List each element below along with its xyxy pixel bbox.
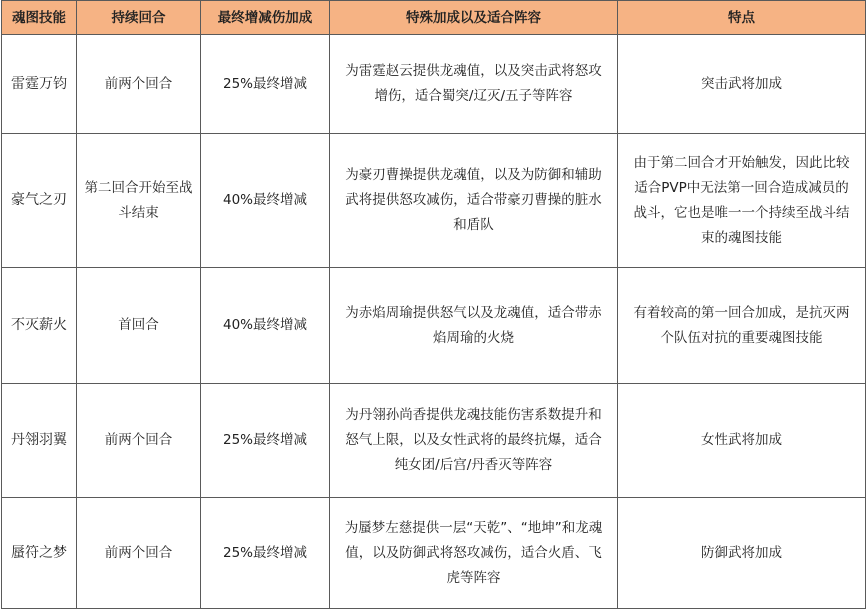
cell-bonus: 25%最终增减 xyxy=(201,498,330,609)
header-row xyxy=(2,1,866,35)
skill-comparison-table xyxy=(1,0,866,609)
cell-special: 为丹翎孙尚香提供龙魂技能伤害系数提升和怒气上限，以及女性武将的最终抗爆，适合纯女团/后宫/丹香灭等阵容 xyxy=(330,384,618,498)
cell-bonus: 40%最终增减 xyxy=(201,134,330,268)
cell-special: 为赤焰周瑜提供怒气以及龙魂值，适合带赤焰周瑜的火烧 xyxy=(330,268,618,384)
header-duration: 持续回合 xyxy=(77,1,201,35)
table-row xyxy=(2,498,866,609)
header-feature: 特点 xyxy=(618,1,866,35)
cell-bonus: 40%最终增减 xyxy=(201,268,330,384)
table-row xyxy=(2,134,866,268)
cell-feature: 防御武将加成 xyxy=(618,498,866,609)
cell-skill: 豪气之刃 xyxy=(2,134,77,268)
cell-special: 为蜃梦左慈提供一层“天乾”、“地坤”和龙魂值，以及防御武将怒攻减伤，适合火盾、飞虎等阵容 xyxy=(330,498,618,609)
cell-duration: 第二回合开始至战斗结束 xyxy=(77,134,201,268)
cell-feature: 有着较高的第一回合加成，是抗灭两个队伍对抗的重要魂图技能 xyxy=(618,268,866,384)
cell-bonus: 25%最终增减 xyxy=(201,384,330,498)
header-bonus: 最终增减伤加成 xyxy=(201,1,330,35)
table-header xyxy=(2,1,866,35)
cell-skill: 雷霆万钧 xyxy=(2,35,77,134)
table-row xyxy=(2,35,866,134)
cell-special: 为豪刃曹操提供龙魂值，以及为防御和辅助武将提供怒攻减伤，适合带豪刃曹操的脏水和盾队 xyxy=(330,134,618,268)
cell-special: 为雷霆赵云提供龙魂值，以及突击武将怒攻增伤，适合蜀突/辽灭/五子等阵容 xyxy=(330,35,618,134)
cell-skill: 蜃符之梦 xyxy=(2,498,77,609)
cell-duration: 前两个回合 xyxy=(77,384,201,498)
table-row xyxy=(2,384,866,498)
cell-feature: 由于第二回合才开始触发，因此比较适合PVP中无法第一回合造成减员的战斗，它也是唯一一个持续至战斗结束的魂图技能 xyxy=(618,134,866,268)
cell-bonus: 25%最终增减 xyxy=(201,35,330,134)
table-row xyxy=(2,268,866,384)
cell-duration: 前两个回合 xyxy=(77,35,201,134)
cell-feature: 突击武将加成 xyxy=(618,35,866,134)
cell-skill: 不灭薪火 xyxy=(2,268,77,384)
cell-feature: 女性武将加成 xyxy=(618,384,866,498)
cell-duration: 首回合 xyxy=(77,268,201,384)
cell-duration: 前两个回合 xyxy=(77,498,201,609)
table-body xyxy=(2,35,866,609)
cell-skill: 丹翎羽翼 xyxy=(2,384,77,498)
header-skill: 魂图技能 xyxy=(2,1,77,35)
header-special: 特殊加成以及适合阵容 xyxy=(330,1,618,35)
